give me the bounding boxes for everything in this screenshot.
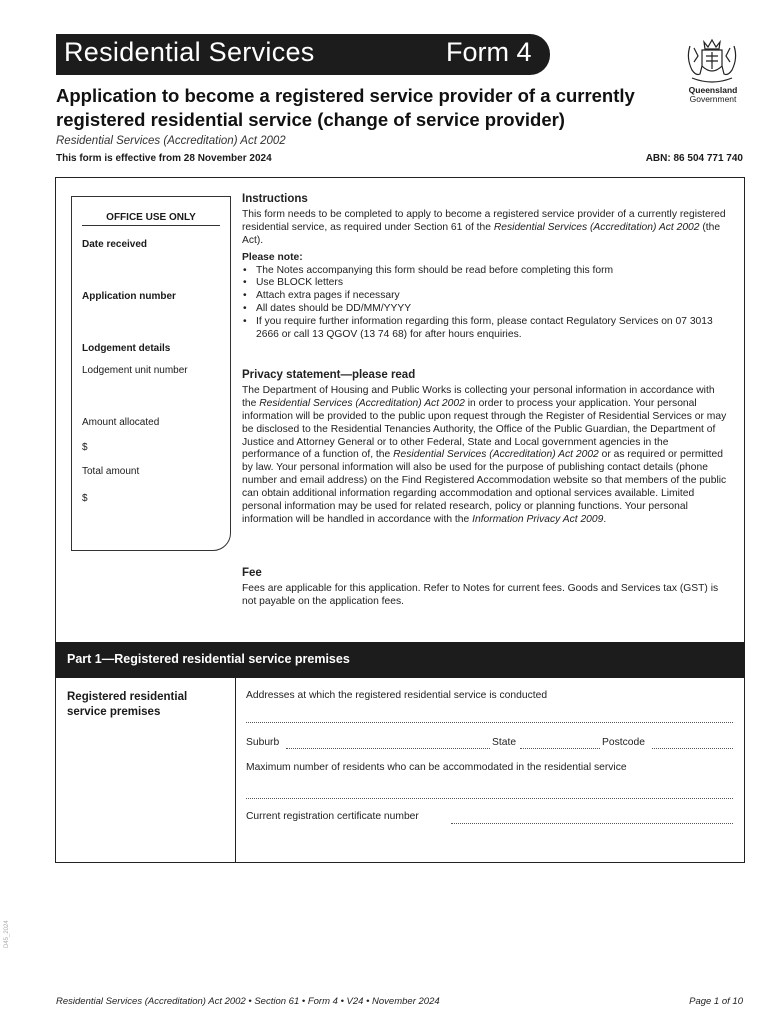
instructions-list [242,265,728,342]
effective-date: This form is effective from 28 November 2024 [56,153,272,164]
privacy-heading: Privacy statement—please read [242,369,416,381]
list-item: • If you require further information regarding this form, please contact Regulatory Services on 07 3013 2666 or call 13 QGOV (13 74 68) for after hours enquiries. [256,316,728,342]
suburb-field[interactable] [286,748,490,749]
postcode-label: Postcode [602,737,645,748]
state-label: State [492,737,517,748]
lodgement-unit-label: Lodgement unit number [82,365,188,376]
page-title: Application to become a registered service provider of a currently registered residential service (change of service provider) [56,85,635,130]
list-item: • Attach extra pages if necessary [256,290,728,303]
please-note-heading: Please note: [242,251,303,263]
application-number-label: Application number [82,291,176,302]
instructions-block [242,193,728,342]
amount-allocated-label: Amount allocated [82,417,160,428]
certificate-number-label: Current registration certificate number [246,811,419,822]
list-item: • Use BLOCK letters [256,277,728,290]
form-title-bar [56,34,550,75]
fee-text: Fees are applicable for this application. Refer to Notes for current fees. Goods and Services tax (GST) is not payable on the application fees. [242,582,719,607]
part1-header [55,642,745,678]
fee-heading: Fee [242,567,262,579]
state-field[interactable] [520,748,600,749]
part1-divider [235,678,236,863]
form-code: D45_2024 [4,920,10,948]
act-reference: Residential Services (Accreditation) Act 2002 [56,135,286,147]
list-item: • All dates should be DD/MM/YYYY [256,303,728,316]
premises-label: Registered residential service premises [67,691,188,718]
instructions-text: This form needs to be completed to apply to become a registered service provider of a currently registered residential service, as required under Section 61 of the Residential Services (Accreditation) Act 2002 (the Act). [242,208,726,246]
total-amount-label: Total amount [82,466,140,477]
postcode-field[interactable] [652,748,733,749]
privacy-block [242,369,728,527]
amount-allocated-dollar: $ [82,442,88,453]
office-use-box [71,196,231,551]
abn-number: ABN: 86 504 771 740 [645,153,743,164]
part1-title: Part 1—Registered residential service premises [67,652,350,666]
lodgement-details-label: Lodgement details [82,343,171,354]
max-residents-field[interactable] [246,798,733,799]
page-number: Page 1 of 10 [689,996,743,1007]
address-field[interactable] [246,722,733,723]
total-amount-dollar: $ [82,493,88,504]
form-number: Form 4 [446,37,532,67]
form-title: Residential Services [64,37,315,67]
privacy-text: The Department of Housing and Public Works is collecting your personal information in accordance with the Residential Services (Accreditation) Act 2002 in order to process your application. Your personal information will be provided to the public upon request through the Register of Residential Services or may be disclosed to the Residential Tenancies Authority, the Office of the Public Guardian, the Department of Justice and Attorney General or to other Federal, State and Local government agencies in the performance of a function of, the Residential Services (Accreditation) Act 2002 or as required or permitted by law. Your personal information will also be used for the purpose of publishing contact details (phone number and email address) on the Find Registered Accommodation website so that members of the public can obtain additional information regarding accommodation and optional services available. Limited personal information may be used for related research, policy or planning functions. Your personal information will be handled in accordance with the Information Privacy Act 2009. [242,384,727,525]
list-item: • The Notes accompanying this form should be read before completing this form [256,265,728,278]
max-residents-label: Maximum number of residents who can be accommodated in the residential service [246,762,627,773]
office-use-heading: OFFICE USE ONLY [82,212,220,226]
date-received-label: Date received [82,239,148,250]
suburb-label: Suburb [246,737,280,748]
queensland-government-logo: Queensland Government [688,85,738,104]
queensland-crest-icon [684,36,740,88]
fee-block [242,567,728,609]
certificate-number-field[interactable] [451,823,733,824]
footer-reference: Residential Services (Accreditation) Act 2002 • Section 61 • Form 4 • V24 • November 2024 [56,996,440,1007]
addresses-label: Addresses at which the registered residential service is conducted [246,690,548,701]
instructions-heading: Instructions [242,193,308,205]
